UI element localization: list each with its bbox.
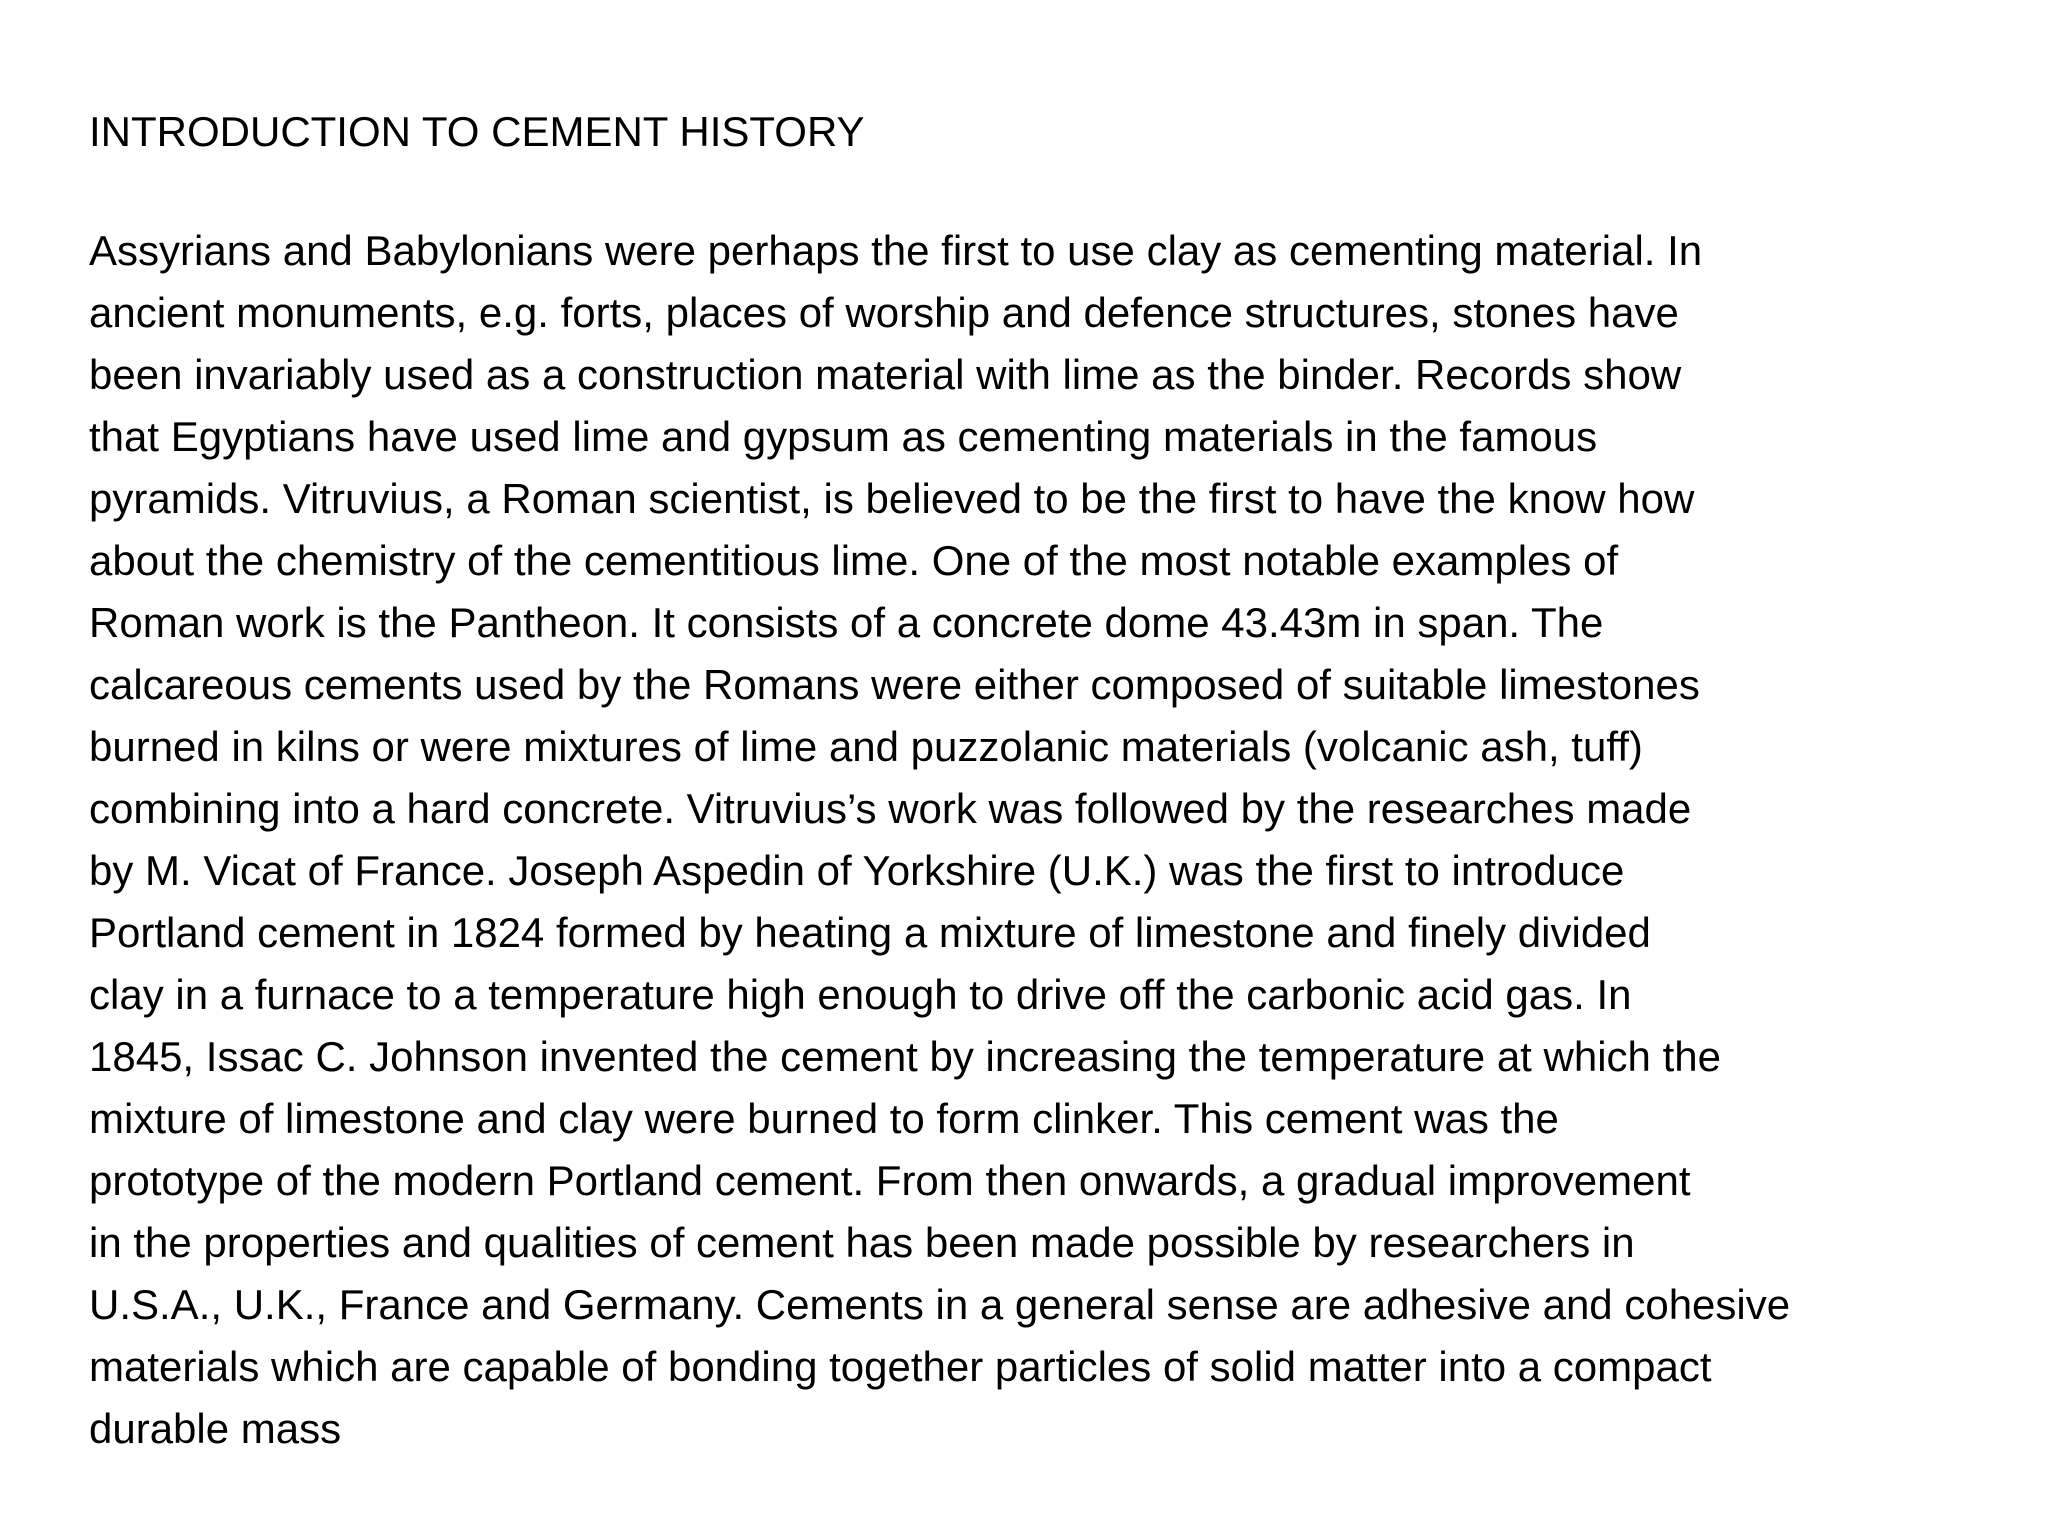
paragraph-line: 1845, Issac C. Johnson invented the cement by increasing the temperature at which the	[89, 1033, 1721, 1080]
paragraph-line: Roman work is the Pantheon. It consists of a concrete dome 43.43m in span. The	[89, 599, 1604, 646]
paragraph-line: durable mass	[89, 1405, 342, 1452]
paragraph-line: calcareous cements used by the Romans were either composed of suitable limestones	[89, 661, 1700, 708]
paragraph-line: prototype of the modern Portland cement. From then onwards, a gradual improvement	[89, 1157, 1691, 1204]
document-content	[89, 104, 1969, 1460]
paragraph-line: mixture of limestone and clay were burned to form clinker. This cement was the	[89, 1095, 1559, 1142]
paragraph-line: burned in kilns or were mixtures of lime and puzzolanic materials (volcanic ash, tuff)	[89, 723, 1643, 770]
paragraph-line: Assyrians and Babylonians were perhaps the first to use clay as cementing material. In	[89, 227, 1703, 274]
paragraph-line: combining into a hard concrete. Vitruvius’s work was followed by the researches made	[89, 785, 1692, 832]
paragraph-line: Portland cement in 1824 formed by heating a mixture of limestone and finely divided	[89, 909, 1651, 956]
paragraph-line: U.S.A., U.K., France and Germany. Cements in a general sense are adhesive and cohesive	[89, 1281, 1791, 1328]
paragraph-line: been invariably used as a construction material with lime as the binder. Records show	[89, 351, 1682, 398]
paragraph-line: about the chemistry of the cementitious lime. One of the most notable examples of	[89, 537, 1619, 584]
paragraph-line: materials which are capable of bonding together particles of solid matter into a compact	[89, 1343, 1712, 1390]
paragraph-line: clay in a furnace to a temperature high enough to drive off the carbonic acid gas. In	[89, 971, 1632, 1018]
paragraph-line: in the properties and qualities of cement has been made possible by researchers in	[89, 1219, 1635, 1266]
paragraph-line: ancient monuments, e.g. forts, places of worship and defence structures, stones have	[89, 289, 1679, 336]
paragraph-line: by M. Vicat of France. Joseph Aspedin of Yorkshire (U.K.) was the first to introduce	[89, 847, 1625, 894]
paragraph-line: that Egyptians have used lime and gypsum as cementing materials in the famous	[89, 413, 1598, 460]
page-title: INTRODUCTION TO CEMENT HISTORY	[89, 108, 865, 155]
title-spacer	[89, 160, 1969, 220]
body-paragraph	[89, 220, 1969, 1460]
paragraph-line: pyramids. Vitruvius, a Roman scientist, is believed to be the first to have the know how	[89, 475, 1695, 522]
